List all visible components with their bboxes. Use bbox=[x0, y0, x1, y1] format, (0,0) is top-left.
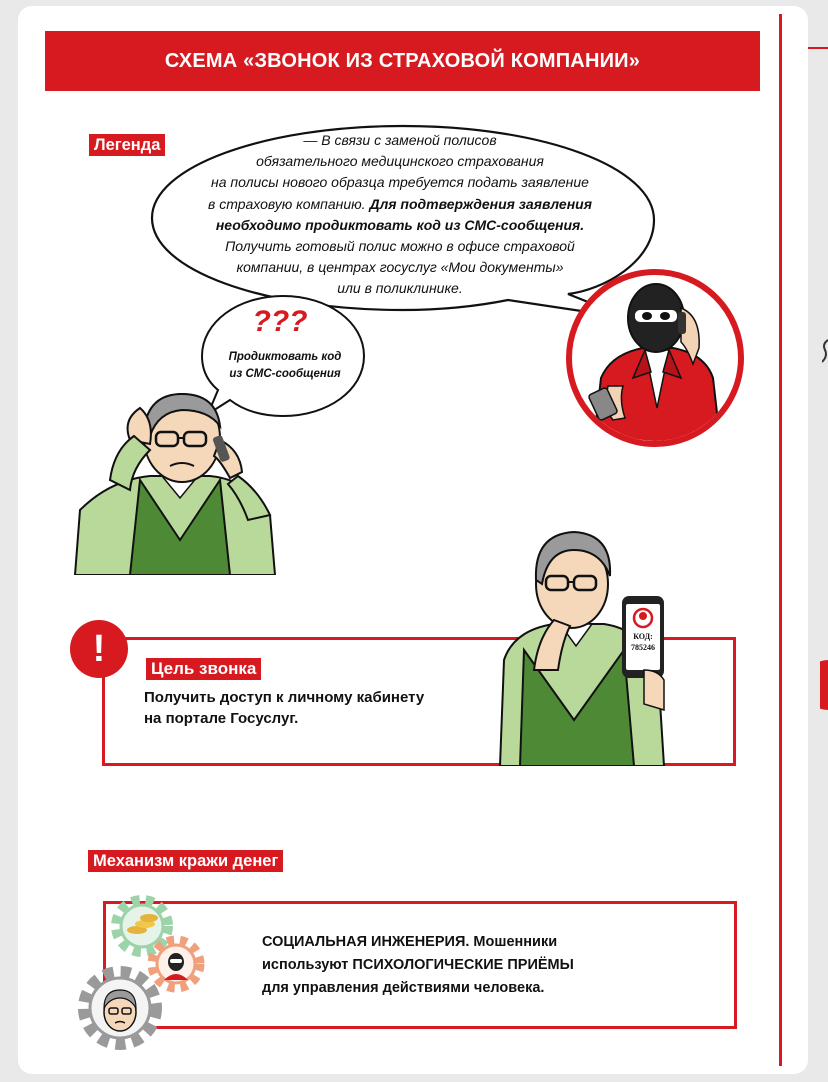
speech-line bbox=[170, 194, 630, 215]
right-divider bbox=[779, 14, 782, 1066]
victim-thought-text bbox=[208, 349, 362, 383]
question-marks: ??? bbox=[252, 305, 308, 338]
mechanism-line: СОЦИАЛЬНАЯ ИНЖЕНЕРИЯ. Мошенники bbox=[262, 934, 558, 950]
cut-off-next-panel-icon bbox=[820, 660, 828, 710]
goal-text bbox=[144, 687, 484, 729]
speech-line: — В связи с заменой полисов bbox=[303, 132, 497, 148]
header-bar bbox=[45, 31, 760, 91]
speech-bold-part: Для подтверждения заявления bbox=[369, 195, 592, 212]
gears-icon bbox=[74, 894, 214, 1054]
speech-line: обязательного медицинского страхования bbox=[256, 153, 544, 170]
phone-code-value: 785246 bbox=[631, 643, 655, 652]
mechanism-line: используют ПСИХОЛОГИЧЕСКИЕ ПРИЁМЫ bbox=[262, 957, 574, 973]
goal-line: на портале Госуслуг. bbox=[144, 710, 299, 727]
phone-code-label: КОД: bbox=[633, 632, 653, 641]
mechanism-tag: Механизм кражи денег bbox=[88, 850, 283, 872]
legend-tag: Легенда bbox=[89, 134, 165, 156]
speech-line-part: в страховую компанию. bbox=[208, 195, 366, 212]
speech-line: компании, в центрах госуслуг «Мои документы» bbox=[236, 259, 564, 276]
speech-line bbox=[170, 215, 630, 236]
thought-line: из СМС-сообщения bbox=[229, 368, 341, 380]
thinking-man-illustration bbox=[494, 520, 684, 766]
speech-line: или в поликлинике. bbox=[337, 280, 463, 297]
cut-off-next-panel-mark bbox=[822, 338, 828, 368]
speech-bold-part: необходимо продиктовать код из СМС-сообщения. bbox=[215, 216, 585, 233]
alert-icon: ! bbox=[70, 620, 128, 678]
thought-line: Продиктовать код bbox=[228, 351, 342, 363]
goal-line: Получить доступ к личному кабинету bbox=[144, 689, 425, 706]
right-panel-edge-line bbox=[808, 47, 828, 49]
page-title: СХЕМА «ЗВОНОК ИЗ СТРАХОВОЙ КОМПАНИИ» bbox=[164, 49, 641, 72]
worried-man-illustration bbox=[70, 380, 290, 575]
scammer-illustration bbox=[553, 268, 758, 448]
mechanism-line: для управления действиями человека. bbox=[262, 980, 545, 996]
mechanism-text bbox=[262, 931, 662, 1000]
speech-line: на полисы нового образца требуется подать заявление bbox=[211, 174, 589, 191]
speech-line: Получить готовый полис можно в офисе страховой bbox=[225, 238, 575, 255]
goal-tag: Цель звонка bbox=[146, 658, 261, 680]
